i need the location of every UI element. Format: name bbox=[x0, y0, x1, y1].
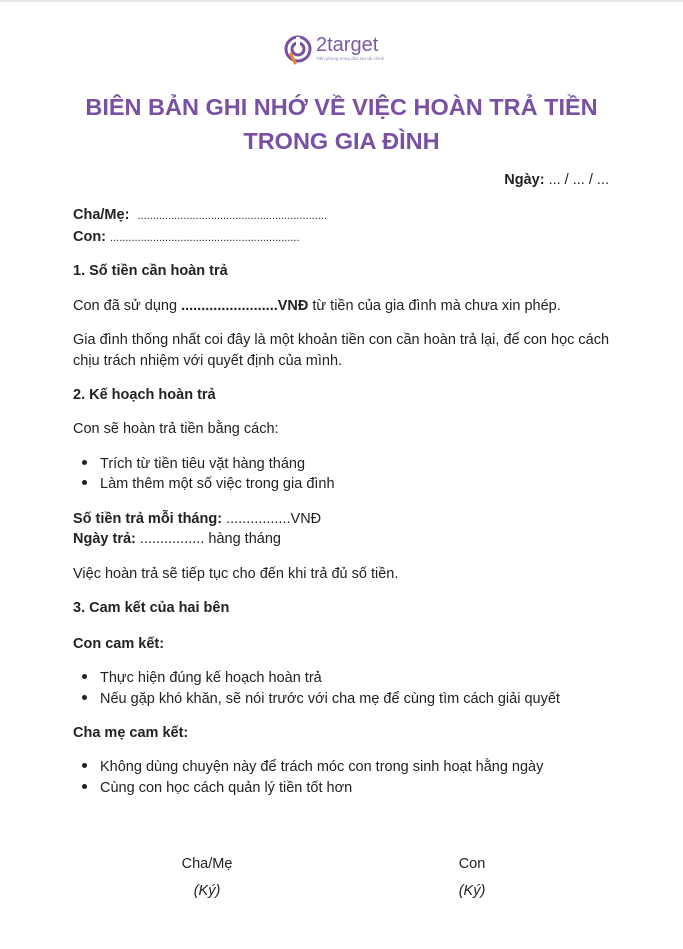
child-label: Con: bbox=[73, 229, 107, 245]
document-title bbox=[0, 90, 683, 158]
child-dots: .............................................................. bbox=[110, 232, 300, 244]
section-1-heading: 1. Số tiền cần hoàn trả bbox=[73, 263, 228, 279]
p1-post: từ tiền của gia đình mà chưa xin phép. bbox=[308, 298, 561, 314]
day-label: Ngày trả: bbox=[73, 531, 136, 547]
parent-label: Cha/Mẹ: bbox=[73, 207, 130, 223]
section-2-intro: Con sẽ hoàn trả tiền bằng cách: bbox=[73, 421, 279, 437]
section-3-heading: 3. Cam kết của hai bên bbox=[73, 600, 230, 616]
child-commitment-heading: Con cam kết: bbox=[73, 636, 165, 652]
top-divider bbox=[0, 0, 683, 2]
parent-signature-placeholder: (Ký) bbox=[193, 883, 221, 899]
commitment-text: Cùng con học cách quản lý tiền tốt hơn bbox=[100, 780, 353, 796]
section-2-closing: Việc hoàn trả sẽ tiếp tục cho đến khi trả đủ số tiền. bbox=[73, 566, 399, 582]
target-logo-icon bbox=[283, 34, 313, 66]
bullet-icon bbox=[82, 784, 87, 789]
section-1-paragraph-1 bbox=[73, 296, 561, 316]
day-value: ................ hàng tháng bbox=[139, 531, 281, 547]
date-label: Ngày: bbox=[504, 172, 545, 188]
list-item bbox=[82, 474, 335, 494]
list-item bbox=[82, 778, 352, 798]
list-item bbox=[82, 454, 305, 474]
brand-tagline: Tiên phong trong đào tạo tài chính bbox=[316, 56, 385, 61]
commitment-text: Không dùng chuyện này để trách móc con trong sinh hoạt hằng ngày bbox=[100, 759, 544, 775]
brand-logo bbox=[283, 34, 384, 68]
commitment-text: Thực hiện đúng kế hoạch hoàn trả bbox=[100, 670, 322, 686]
parent-dots: .............................................................. bbox=[137, 210, 327, 222]
title-line-1: BIÊN BẢN GHI NHỚ VỀ VIỆC HOÀN TRẢ TIỀN bbox=[85, 94, 598, 120]
child-signature-placeholder: (Ký) bbox=[458, 883, 486, 899]
bullet-icon bbox=[82, 674, 87, 679]
parent-commitment-heading: Cha mẹ cam kết: bbox=[73, 725, 189, 741]
parent-signature-role: Cha/Mẹ bbox=[181, 856, 233, 872]
bullet-icon bbox=[82, 480, 87, 485]
child-name-field bbox=[73, 227, 300, 248]
parent-signature-block bbox=[147, 854, 267, 901]
list-item bbox=[82, 757, 543, 777]
section-2-heading: 2. Kế hoạch hoàn trả bbox=[73, 387, 216, 403]
bullet-icon bbox=[82, 695, 87, 700]
brand-name: 2target bbox=[316, 34, 379, 56]
section-1-paragraph-2: Gia đình thống nhất coi đây là một khoản tiền con cần hoàn trả lại, để con học cách chịu trách nhiệm với quyết định của mình. bbox=[73, 332, 610, 369]
bullet-icon bbox=[82, 763, 87, 768]
monthly-value: ................VNĐ bbox=[226, 511, 322, 527]
bullet-icon bbox=[82, 460, 87, 465]
title-line-2: TRONG GIA ĐÌNH bbox=[243, 128, 440, 154]
date-field bbox=[504, 172, 609, 188]
p1-pre: Con đã sử dụng bbox=[73, 298, 182, 314]
parent-name-field bbox=[73, 205, 327, 226]
date-value: ... / ... / ... bbox=[548, 172, 609, 188]
method-text: Trích từ tiền tiêu vặt hàng tháng bbox=[100, 456, 306, 472]
monthly-amount-field bbox=[73, 509, 321, 529]
child-signature-block bbox=[412, 854, 532, 901]
method-text: Làm thêm một số việc trong gia đình bbox=[100, 476, 335, 492]
child-signature-role: Con bbox=[458, 856, 486, 872]
list-item bbox=[82, 668, 322, 688]
p1-amount: ........................VNĐ bbox=[181, 298, 309, 314]
monthly-label: Số tiền trả mỗi tháng: bbox=[73, 511, 223, 527]
commitment-text: Nếu gặp khó khăn, sẽ nói trước với cha mẹ để cùng tìm cách giải quyết bbox=[100, 691, 560, 707]
list-item bbox=[82, 689, 560, 709]
payment-day-field bbox=[73, 529, 281, 549]
